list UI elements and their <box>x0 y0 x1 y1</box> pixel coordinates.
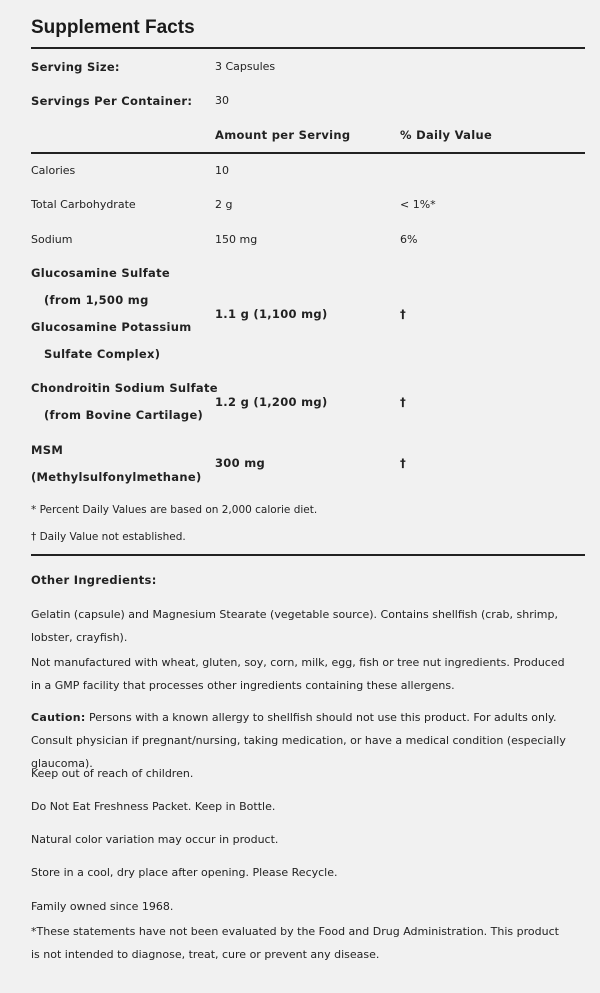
amount-per-serving-header: Amount per Serving <box>215 128 351 142</box>
fda-disclaimer-text: *These statements have not been evaluated by the Food and Drug Administration. This product is not intended to diagnose, treat, cure or prevent any disease. <box>31 925 559 961</box>
color-variation-text: Natural color variation may occur in product. <box>31 833 279 846</box>
serving-size-value: 3 Capsules <box>215 60 276 73</box>
glucosamine-amount: 1.1 g (1,100 mg) <box>215 307 328 321</box>
msm-amount: 300 mg <box>215 456 266 470</box>
footnote-divider <box>31 554 585 556</box>
glucosamine-dv: † <box>400 307 407 321</box>
calories-amount: 10 <box>215 164 229 177</box>
msm-dv: † <box>400 456 407 470</box>
msm-line-2: (Methylsulfonylmethane) <box>31 470 202 484</box>
chondroitin-amount: 1.2 g (1,200 mg) <box>215 395 328 409</box>
msm-line-1: MSM <box>31 443 64 457</box>
allergen-text: Not manufactured with wheat, gluten, soy, corn, milk, egg, fish or tree nut ingredients. Produced in a GMP facility that processes other ingredients containing these allergens. <box>31 656 565 692</box>
chondroitin-line-1: Chondroitin Sodium Sulfate <box>31 381 218 395</box>
chondroitin-line-2: (from Bovine Cartilage) <box>44 408 204 422</box>
title-divider <box>31 47 585 49</box>
daily-value-header: % Daily Value <box>400 128 493 142</box>
dagger-footnote: † Daily Value not established. <box>31 531 186 543</box>
sodium-dv: 6% <box>400 233 418 246</box>
ingredients-text: Gelatin (capsule) and Magnesium Stearate (vegetable source). Contains shellfish (crab, shrimp, lobster, crayfish). <box>31 608 559 644</box>
carbohydrate-dv: < 1%* <box>400 198 436 211</box>
calories-label: Calories <box>31 164 76 177</box>
carbohydrate-label: Total Carbohydrate <box>31 198 136 211</box>
servings-per-container-value: 30 <box>215 94 229 107</box>
header-divider <box>31 152 585 154</box>
carbohydrate-amount: 2 g <box>215 198 233 211</box>
glucosamine-line-3: Glucosamine Potassium <box>31 320 192 334</box>
family-owned-text: Family owned since 1968. <box>31 900 174 913</box>
serving-size-label: Serving Size: <box>31 60 120 74</box>
caution-label: Caution: <box>31 711 86 724</box>
glucosamine-line-1: Glucosamine Sulfate <box>31 266 170 280</box>
other-ingredients-heading: Other Ingredients: <box>31 573 157 587</box>
freshness-packet-text: Do Not Eat Freshness Packet. Keep in Bottle. <box>31 800 276 813</box>
sodium-label: Sodium <box>31 233 73 246</box>
caution-text: Persons with a known allergy to shellfish should not use this product. For adults only. Consult physician if pregnant/nursing, taking medication, or have a medical condition (especially glaucoma). <box>31 711 566 770</box>
percent-daily-footnote: * Percent Daily Values are based on 2,000 calorie diet. <box>31 504 318 516</box>
keep-out-text: Keep out of reach of children. <box>31 767 194 780</box>
storage-text: Store in a cool, dry place after opening. Please Recycle. <box>31 866 338 879</box>
sodium-amount: 150 mg <box>215 233 258 246</box>
glucosamine-line-4: Sulfate Complex) <box>44 347 161 361</box>
glucosamine-line-2: (from 1,500 mg <box>44 293 149 307</box>
chondroitin-dv: † <box>400 395 407 409</box>
servings-per-container-label: Servings Per Container: <box>31 94 193 108</box>
page-title: Supplement Facts <box>31 17 195 38</box>
